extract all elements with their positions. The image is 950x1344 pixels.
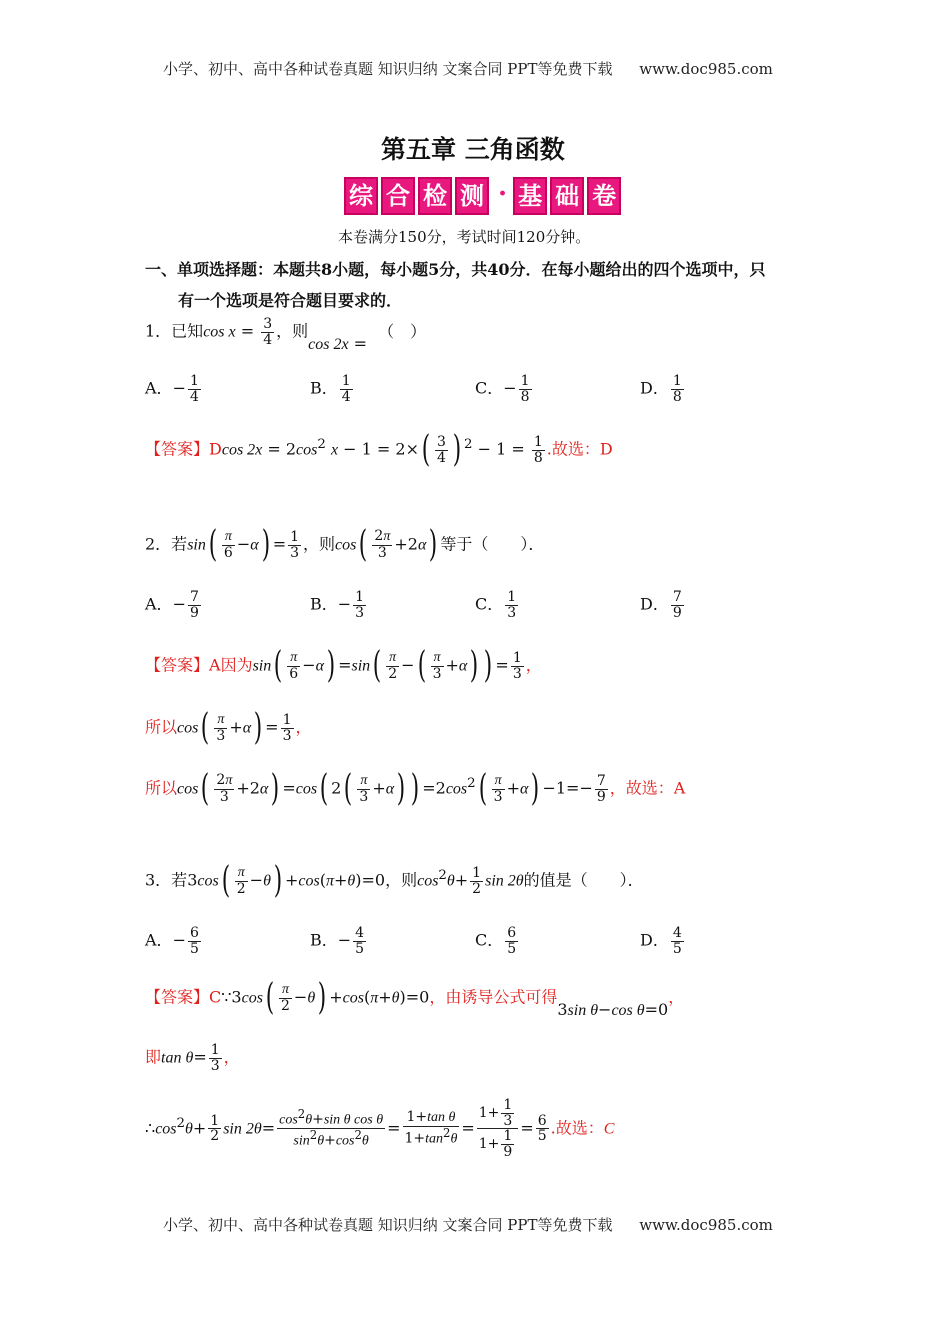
section-heading-line2: 有一个选项是符合题目要求的． — [178, 291, 403, 310]
q3-option-d[interactable]: D． $\frac{4}{5}$ — [640, 925, 682, 957]
badge-char: 测 — [455, 177, 489, 215]
badge-char: 础 — [550, 177, 584, 215]
header-text: 小学、初中、高中各种试卷真题 知识归纳 文案合同 PPT等免费下载 — [163, 60, 613, 78]
q2-answer-line2: 所以cos( $\frac{\pi}{3}$ +α) = $\frac{1}{3}$ ， — [145, 707, 312, 748]
footer-text: 小学、初中、高中各种试卷真题 知识归纳 文案合同 PPT等免费下载 — [163, 1216, 613, 1234]
badge-char: 检 — [418, 177, 452, 215]
q1-mid: ，则 — [276, 321, 309, 341]
q2-option-d[interactable]: D． $\frac{7}{9}$ — [640, 589, 682, 621]
q1-paren: （ ） — [378, 321, 427, 341]
q1-option-b[interactable]: B． $\frac{1}{4}$ — [310, 373, 351, 405]
q2-tail: 等于（ ）． — [440, 534, 545, 554]
footer-site-link[interactable]: www.doc985.com — [639, 1216, 773, 1234]
badge-char: 合 — [381, 177, 415, 215]
q3-option-b[interactable]: B．− $\frac{4}{5}$ — [310, 925, 365, 957]
q1-answer-tag: 【答案】D — [145, 439, 222, 459]
q1-label: 1．已知 — [145, 321, 204, 341]
q3-answer-end: .故选： — [550, 1118, 604, 1138]
q3-label: 3．若 — [145, 870, 188, 890]
q1-option-c[interactable]: C．− $\frac{1}{8}$ — [475, 373, 530, 405]
q3-option-c[interactable]: C． $\frac{6}{5}$ — [475, 925, 517, 957]
q2-option-c[interactable]: C． $\frac{1}{3}$ — [475, 589, 517, 621]
question-2: 2．若sin( $\frac{\pi}{6}$ −α) = $\frac{1}{3}$ ，则cos( $\frac{2\pi}{3}$ +2α) 等于（ ）． — [145, 524, 545, 565]
q2-mid: ，则 — [303, 534, 336, 554]
q2-answer-tag: 【答案】A — [145, 655, 221, 675]
test-type-banner — [344, 177, 624, 215]
q1-answer-end: .故选：D — [546, 439, 613, 459]
q1-option-d[interactable]: D． $\frac{1}{8}$ — [640, 373, 682, 405]
exam-intro: 本卷满分150分，考试时间120分钟。 — [338, 228, 591, 246]
q3-mid: ，则 — [385, 870, 418, 890]
q3-answer-line3: $\therefore\cos^2\theta+$ $\frac{1}{2}$ sin 2θ= $\frac{\cos^2\theta+\sin \theta \cos \theta}{\sin^2\theta+\cos^2\theta}$ = $\frac{\text{1+tan θ}}{1+\tan^2\theta}$ = 1+ $\frac{1}{3}$ 1+ $\frac{1}{9}$ = $\frac{6}{5}$ .故选：C — [145, 1097, 615, 1161]
page-footer — [163, 1214, 773, 1235]
q3-answer-line2: 即tan θ= $\frac{1}{3}$ ， — [145, 1042, 240, 1074]
q3-answer-tag: 【答案】C — [145, 987, 222, 1007]
q2-answer-end: ，故选：A — [609, 778, 686, 798]
badge-char: 综 — [344, 177, 378, 215]
page-title: 第五章 三角函数 — [381, 135, 565, 164]
q3-answer-line1: 【答案】C∵3cos( $\frac{\pi}{2}$ −θ) +cos(π+θ)=0，由诱导公式可得3sin θ−cos θ=0， — [145, 977, 685, 1019]
q1-option-a[interactable]: A．− $\frac{1}{4}$ — [145, 373, 199, 405]
header-site-link[interactable]: www.doc985.com — [639, 60, 773, 78]
section-heading-line1: 一、单项选择题：本题共8小题，每小题5分，共40分．在每小题给出的四个选项中，只 — [145, 260, 766, 279]
q3-option-a[interactable]: A．− $\frac{6}{5}$ — [145, 925, 199, 957]
badge-char: 卷 — [587, 177, 621, 215]
q2-option-b[interactable]: B．− $\frac{1}{3}$ — [310, 589, 365, 621]
q2-label: 2．若 — [145, 534, 188, 554]
badge-dot: · — [498, 179, 508, 209]
q2-answer-line1: 【答案】A因为sin( $\frac{\pi}{6}$ −α) =sin( $\frac{\pi}{2}$ −( $\frac{\pi}{3}$ +α) ) = $\frac{1}{3}$ ， — [145, 645, 542, 686]
q3-tail: 的值是（ ）． — [523, 870, 644, 890]
badge-char: 基 — [513, 177, 547, 215]
question-1: 1．已知cos x = $\frac{3}{4}$ ，则cos 2x = （ ） — [145, 316, 427, 353]
q2-answer-line3: 所以cos( $\frac{2\pi}{3}$ +2α) =cos( 2( $\frac{\pi}{3}$ +α) ) $=2\cos^2$( $\frac{\pi}{3}$ +α) −1=− $\frac{7}{9}$ ，故选：A — [145, 768, 686, 809]
page-header — [163, 58, 773, 79]
question-3: 3．若3cos( $\frac{\pi}{2}$ −θ) +cos(π+θ)=0，则$\cos^2\theta+$ $\frac{1}{2}$ sin 2θ的值是（ ）． — [145, 860, 644, 901]
q1-answer: 【答案】Dcos $2x = 2\cos^2$ x − 1 = 2×( $\frac{3}{4}$ ) $^2$ − 1 = $\frac{1}{8}$ .故选：D — [145, 429, 613, 470]
q2-option-a[interactable]: A．− $\frac{7}{9}$ — [145, 589, 199, 621]
